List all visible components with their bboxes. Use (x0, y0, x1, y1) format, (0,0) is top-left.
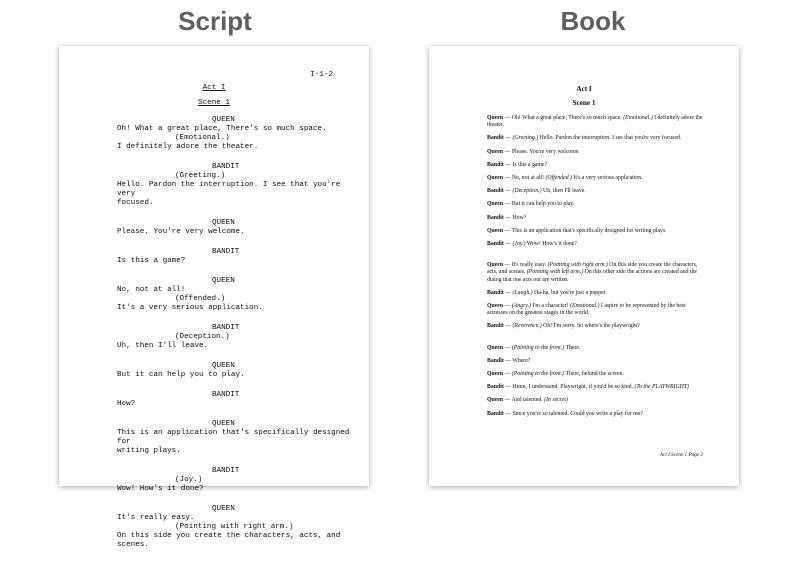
book-dialogue-line: Queen — Please. You're very welcome. (487, 148, 580, 155)
character-name: QUEEN (212, 116, 235, 124)
book-stage-direction: (Deception.) (512, 188, 542, 195)
dialogue: It's a very serious application. (117, 304, 263, 312)
dialogue: This is an application that's specifically designed for writing plays. (117, 429, 350, 455)
dialogue: Is this a game? (117, 257, 186, 265)
book-dialogue-line: Bandit — (Deception.) Uh, then I'll leave. (487, 188, 586, 195)
book-dialogue-line: Bandit — Where? (487, 357, 531, 364)
book-page (429, 46, 739, 486)
book-dialogue-text: Uh, then I'll leave. (541, 188, 586, 195)
book-dialogue-text: Hello. Pardon the interruption. I see that you're very focused. (538, 135, 682, 142)
book-dialogue-line: Bandit — (Greeting.) Hello. Pardon the interruption. I see that you're very focused. (487, 135, 682, 142)
book-dialogue-line: Queen — And talented. (In secret) (487, 397, 568, 404)
book-dialogue-text: Is this a game? (512, 161, 548, 168)
book-dialogue-line: Bandit — (Reverence.) Oh! I'm sorry. So where's the playwright? (487, 323, 640, 330)
script-block (117, 163, 362, 208)
script-page-number: I-1-2 (310, 71, 333, 79)
book-act-title: Act I (576, 85, 592, 93)
book-stage-direction: (To the PLAYWRIGHT) (634, 384, 689, 391)
character-name: QUEEN (212, 219, 235, 227)
book-body (487, 115, 703, 424)
book-character-name: Queen (487, 371, 504, 378)
script-block (117, 219, 362, 237)
script-block (117, 248, 362, 266)
book-dialogue-text: Ha-ha, but you're just a puppet. (532, 289, 607, 296)
book-stage-direction: (Pointing with right arm.) (547, 262, 608, 269)
book-character-name: Queen (487, 227, 504, 234)
book-character-name: Queen (487, 115, 504, 121)
book-dialogue-text: It's a very serious application. (572, 175, 643, 182)
book-dialogue-text: On this other side the actions are created and the dialog that one acts out are written. (487, 269, 698, 283)
book-dialogue-text: Please. You're very welcome. (511, 148, 580, 155)
character-name: QUEEN (212, 362, 235, 370)
book-stage-direction: (Pointing to the front.) (511, 371, 565, 378)
book-dialogue-text: No, not at all! (511, 175, 546, 182)
dialogue: On this side you create the characters, acts, and scenes. (117, 532, 341, 549)
parenthetical: (Greeting.) (175, 172, 226, 180)
book-stage-direction: (In secret) (544, 397, 568, 404)
book-scene-title: Scene 1 (572, 99, 596, 107)
book-stage-direction: (Emotional.) (570, 303, 600, 310)
book-character-name: Bandit (487, 384, 504, 391)
book-dialogue-line: Queen — (Pointing to the front.) There. (487, 344, 581, 351)
book-character-name: Queen (487, 344, 504, 351)
book-stage-direction: (Reverence.) (512, 323, 542, 330)
book-stage-direction: (Offended.) (545, 175, 573, 182)
book-character-name: Queen (487, 175, 504, 182)
book-dialogue-text: Where? (512, 357, 531, 364)
dialogue: It's really easy. (117, 514, 195, 522)
character-name: BANDIT (212, 324, 240, 332)
script-block (117, 116, 362, 152)
book-dialogue-line: Bandit — How? (487, 214, 527, 221)
script-block (117, 391, 362, 409)
book-dialogue-line: Queen — Oh! What a great place, There's so much space. (Emotional.) I definitely adore the theater. (487, 115, 703, 129)
book-dialogue-text: There, behind the screen. (564, 371, 624, 378)
script-block (117, 420, 362, 456)
character-name: QUEEN (212, 420, 235, 428)
book-character-name: Bandit (487, 323, 504, 330)
book-character-name: Bandit (487, 357, 504, 364)
dialogue: Wow! How's it done? (117, 485, 204, 493)
dialogue: Uh, then I'll leave. (117, 342, 209, 350)
book-dialogue-line: Queen — (Angry.) I'm a character! (Emotional.) I aspire to be represented by the best actresses on the greatest stages in the world. (487, 303, 686, 317)
parenthetical: (Pointing with right arm.) (175, 523, 294, 531)
book-dialogue-line: Bandit — Hmm, I understand. Playwright, if you'd be so kind. (To the PLAYWRIGHT) (487, 384, 689, 391)
script-block (117, 324, 362, 351)
book-heading: Book (560, 6, 626, 36)
book-dialogue-text: I'm a character! (530, 303, 571, 310)
character-name: QUEEN (212, 505, 235, 513)
book-footer: Act I Scene 1 Page 2 (659, 452, 703, 458)
book-stage-direction: (Pointing to the front.) (511, 344, 565, 351)
book-dialogue-line: Queen — This is an application that's specifically designed for writing plays. (487, 227, 667, 234)
script-block (117, 467, 362, 494)
book-character-name: Queen (487, 397, 504, 404)
book-dialogue-line: Queen — But it can help you to play. (487, 201, 575, 208)
book-dialogue-text: How? (512, 214, 527, 221)
character-name: BANDIT (212, 391, 240, 399)
script-block (117, 277, 362, 313)
script-block (117, 505, 362, 550)
script-scene-title: Scene 1 (198, 99, 230, 107)
book-character-name: Bandit (487, 410, 504, 417)
book-dialogue-text: Since you're so talented. Could you write a play for me? (512, 410, 643, 417)
book-dialogue-text: Hmm, I understand. Playwright, if you'd be so kind. (512, 384, 635, 391)
book-dialogue-line: Bandit — (Joy.) Wow! How's it done? (487, 241, 577, 248)
book-dialogue-line: Queen — (Pointing to the front.) There, behind the screen. (487, 371, 624, 378)
dialogue: I definitely adore the theater. (117, 143, 259, 151)
book-stage-direction: (Pointing with left arm.) (526, 269, 584, 276)
book-stage-direction: (Angry.) (511, 303, 531, 310)
character-name: BANDIT (212, 248, 240, 256)
book-dialogue-text: I definitely adore the theater. (487, 115, 703, 129)
dialogue: But it can help you to play. (117, 371, 245, 379)
book-character-name: Bandit (487, 135, 504, 142)
script-block (117, 362, 362, 380)
book-dialogue-text: Oh! I'm sorry. So where's the playwright? (541, 323, 640, 330)
dialogue: How? (117, 400, 136, 408)
character-name: BANDIT (212, 467, 240, 475)
script-act-title: Act I (202, 84, 226, 92)
dialogue: No, not at all! (117, 286, 186, 294)
book-dialogue-line: Bandit — (Laugh.) Ha-ha, but you're just a puppet. (487, 289, 607, 296)
book-character-name: Bandit (487, 214, 504, 221)
book-dialogue-line: Bandit — Since you're so talented. Could you write a play for me? (487, 410, 643, 417)
book-dialogue-text: Wow! How's it done? (525, 241, 577, 248)
dialogue: Please. You're very welcome. (117, 228, 245, 236)
script-body (117, 116, 362, 561)
book-dialogue-line: Bandit — Is this a game? (487, 161, 548, 168)
parenthetical: (Offended.) (175, 295, 226, 303)
parenthetical: (Emotional.) (175, 134, 230, 142)
dialogue: Oh! What a great place, There's so much space. (117, 125, 327, 133)
book-dialogue-text: Oh! What a great place, There's so much space. (511, 115, 624, 121)
character-name: QUEEN (212, 277, 235, 285)
book-dialogue-text: This is an application that's specifically designed for writing plays. (511, 227, 667, 234)
book-stage-direction: (Emotional.) (623, 115, 653, 121)
book-character-name: Bandit (487, 241, 504, 248)
book-character-name: Bandit (487, 161, 504, 168)
script-heading: Script (178, 6, 252, 36)
book-dialogue-text: I aspire to be represented by the best actresses on the greatest stages in the world. (487, 303, 686, 317)
book-dialogue-text: There. (564, 344, 581, 351)
script-page (59, 46, 369, 549)
dialogue: Hello. Pardon the interruption. I see that you're very focused. (117, 181, 341, 207)
book-character-name: Bandit (487, 289, 504, 296)
book-dialogue-line: Queen — It's really easy. (Pointing with right arm.) On this side you create the characters, acts, and scenes. (Pointing with left arm.) On this other side the actions are created and the dialog that one acts out are written. (487, 262, 698, 283)
book-character-name: Queen (487, 201, 504, 208)
book-character-name: Queen (487, 148, 504, 155)
book-dialogue-text: And talented. (511, 397, 545, 404)
book-stage-direction: (Greeting.) (512, 135, 539, 142)
book-character-name: Queen (487, 303, 504, 310)
parenthetical: (Joy.) (175, 476, 203, 484)
book-dialogue-text: It's really easy. (511, 262, 548, 269)
book-dialogue-text: On this side you create the characters, acts, and scenes. (487, 262, 698, 276)
parenthetical: (Deception.) (175, 333, 230, 341)
book-character-name: Bandit (487, 188, 504, 195)
book-stage-direction: (Joy.) (512, 241, 526, 248)
book-stage-direction: (Laugh.) (512, 289, 533, 296)
book-character-name: Queen (487, 262, 504, 269)
character-name: BANDIT (212, 163, 240, 171)
book-dialogue-text: But it can help you to play. (511, 201, 575, 208)
book-dialogue-line: Queen — No, not at all! (Offended.) It's a very serious application. (487, 175, 643, 182)
